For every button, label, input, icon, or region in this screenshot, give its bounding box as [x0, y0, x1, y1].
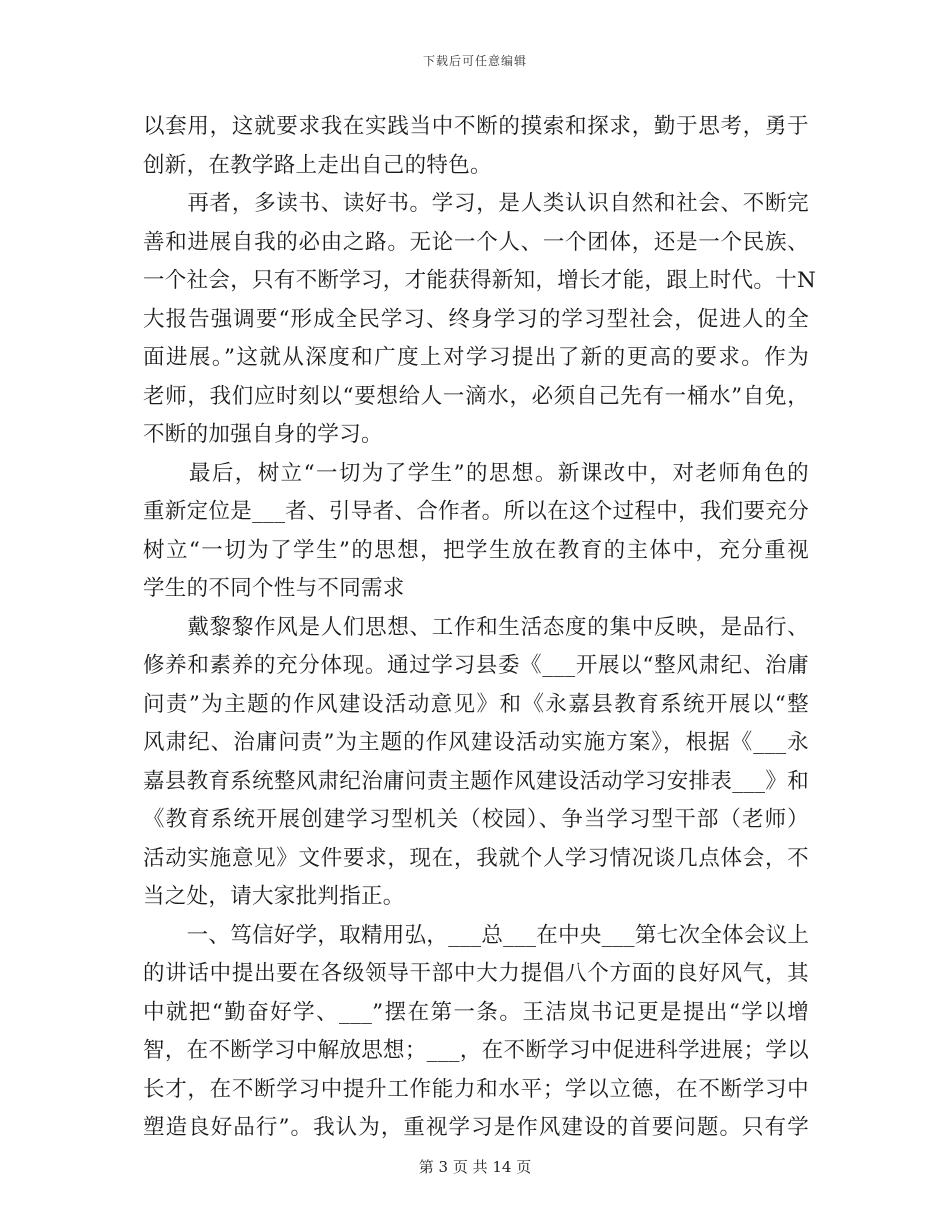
text-line: 以套用，这就要求我在实践当中不断的摸索和探求，勤于思考，勇于	[143, 114, 809, 139]
text-line: 戴黎黎作风是人们思想、工作和生活态度的集中反映，是品行、	[143, 614, 809, 640]
text-line: 塑造良好品行”。我认为，重视学习是作风建设的首要问题。只有学	[143, 1115, 809, 1140]
text-line: 问责”为主题的作风建设活动意见》和《永嘉县教育系统开展以“整	[143, 691, 809, 717]
text-line: 学生的不同个性与不同需求	[143, 576, 405, 601]
document-body	[143, 108, 817, 1148]
text-line: 活动实施意见》文件要求，现在，我就个人学习情况谈几点体会，不	[143, 845, 809, 871]
text-line: 不断的加强自身的学习。	[143, 422, 383, 447]
text-line: 再者，多读书、读好书。学习，是人类认识自然和社会、不断完	[143, 191, 809, 216]
text-line: 老师，我们应时刻以“要想给人一滴水，必须自己先有一桶水”自免，	[143, 383, 809, 409]
text-line: 大报告强调要“形成全民学习、终身学习的学习型社会，促进人的全	[143, 306, 809, 332]
text-line: 长才，在不断学习中提升工作能力和水平；学以立德，在不断学习中	[143, 1076, 809, 1102]
text-line: 重新定位是___者、引导者、合作者。所以在这个过程中，我们要充分	[143, 499, 809, 524]
text-line: 中就把“勤奋好学、___”摆在第一条。王洁岚书记更是提出“学以增	[143, 999, 809, 1025]
text-line: 嘉县教育系统整风肃纪治庸问责主题作风建设活动学习安排表___》和	[143, 768, 809, 794]
text-line: 智，在不断学习中解放思想；___，在不断学习中促进科学进展；学以	[143, 1038, 809, 1063]
text-line: 树立“一切为了学生”的思想，把学生放在教育的主体中，充分重视	[143, 537, 809, 563]
text-line: 《教育系统开展创建学习型机关（校园）、争当学习型干部（老师）	[143, 807, 809, 832]
text-line: 当之处，请大家批判指正。	[143, 884, 405, 909]
text-line: 的讲话中提出要在各级领导干部中大力提倡八个方面的良好风气，其	[143, 961, 809, 986]
page-number-footer: 第 3 页 共 14 页	[418, 1158, 532, 1176]
text-line: 风肃纪、治庸问责”为主题的作风建设活动实施方案》，根据《___永	[143, 730, 809, 755]
page-header: 下载后可任意编辑	[422, 54, 527, 68]
text-line: 修养和素养的充分体现。通过学习县委《___开展以“整风肃纪、治庸	[143, 653, 809, 678]
text-line: 善和进展自我的必由之路。无论一个人、一个团体，还是一个民族、	[143, 229, 809, 255]
text-line: 创新，在教学路上走出自己的特色。	[143, 152, 492, 178]
text-line: 一、笃信好学，取精用弘，___总___在中央___第七次全体会议上	[143, 922, 810, 948]
text-line: 最后，树立“一切为了学生”的思想。新课改中，对老师角色的	[143, 460, 809, 486]
text-line: 一个社会，只有不断学习，才能获得新知，增长才能，跟上时代。十N	[143, 268, 817, 293]
text-line: 面进展。”这就从深度和广度上对学习提出了新的更高的要求。作为	[143, 345, 809, 370]
